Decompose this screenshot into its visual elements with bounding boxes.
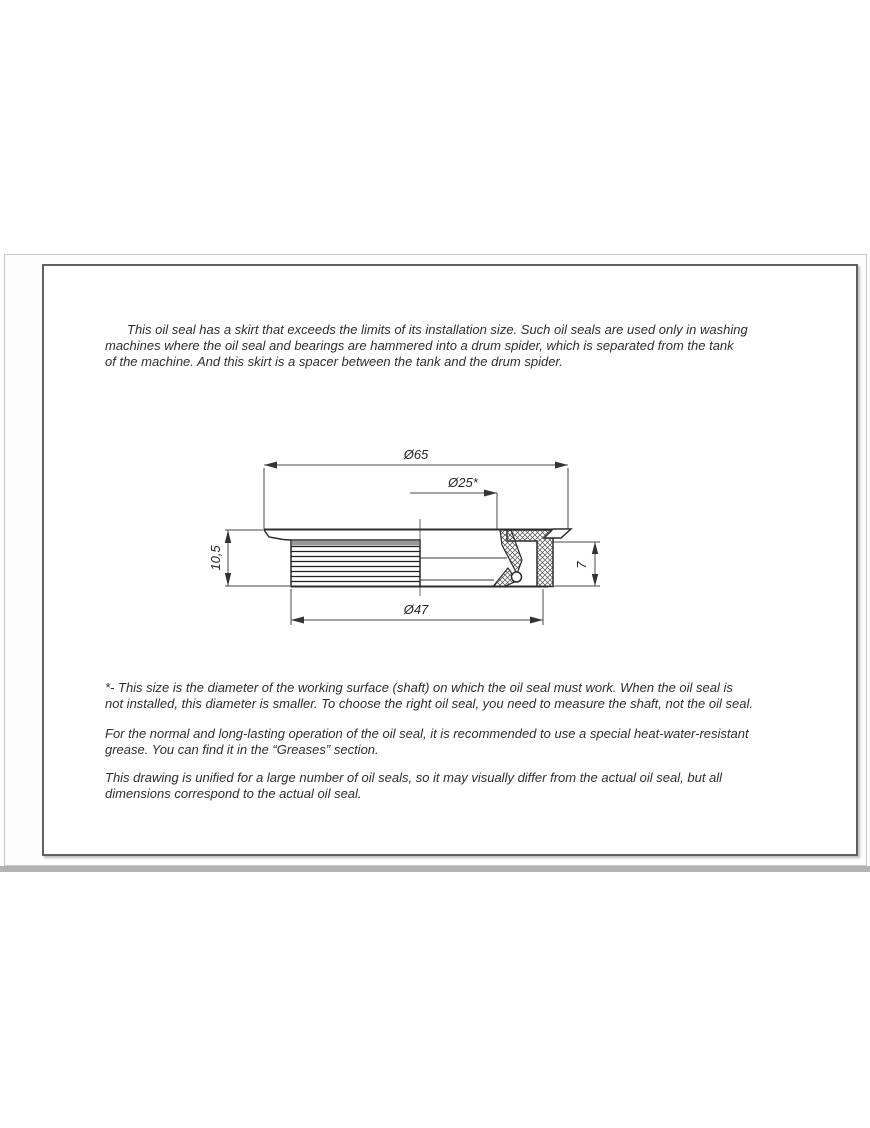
grease-note-line-2: grease. You can find it in the “Greases” section. <box>105 742 379 757</box>
footnote-paragraph <box>105 680 795 712</box>
seal-cross-section <box>264 519 571 596</box>
arrowhead-icon <box>264 462 277 469</box>
arrowhead-icon <box>530 617 543 624</box>
shaft-diameter-label: Ø25* <box>448 475 478 490</box>
dimension-case-diameter <box>291 589 543 625</box>
outer-diameter-label: Ø65 <box>403 447 429 462</box>
skirt-top-band <box>292 541 420 546</box>
footnote-line-2: not installed, this diameter is smaller. To choose the right oil seal, you need to measure the shaft, not the oil seal. <box>105 696 753 711</box>
arrowhead-icon <box>225 573 231 586</box>
arrowhead-icon <box>484 490 497 497</box>
grease-note-paragraph <box>105 726 795 758</box>
disclaimer-line-2: dimensions correspond to the actual oil seal. <box>105 786 362 801</box>
intro-paragraph <box>105 322 795 370</box>
arrowhead-icon <box>225 530 231 543</box>
intro-line-1: This oil seal has a skirt that exceeds the limits of its installation size. Such oil seals are used only in washing <box>127 322 748 337</box>
seal-height-label: 7 <box>574 561 589 569</box>
arrowhead-icon <box>555 462 568 469</box>
intro-line-3: of the machine. And this skirt is a spacer between the tank and the drum spider. <box>105 354 563 369</box>
disclaimer-line-1: This drawing is unified for a large number of oil seals, so it may visually differ from the actual oil seal, but all <box>105 770 723 785</box>
arrowhead-icon <box>592 574 598 586</box>
frame-bottom-shadow <box>0 866 870 872</box>
dimension-outer-diameter <box>264 447 568 530</box>
case-diameter-label: Ø47 <box>403 602 429 617</box>
intro-line-2: machines where the oil seal and bearings are hammered into a drum spider, which is separated from the tank <box>105 338 734 353</box>
dimension-shaft-diameter <box>410 475 497 529</box>
arrowhead-icon <box>291 617 304 624</box>
dimension-seal-height <box>551 542 600 586</box>
footnote-line-1: *- This size is the diameter of the working surface (shaft) on which the oil seal must work. When the oil seal is <box>105 680 733 695</box>
skirt-height-label: 10,5 <box>208 545 223 571</box>
left-chamfer <box>264 530 291 540</box>
garter-spring <box>512 572 522 582</box>
oil-seal-technical-drawing <box>205 440 615 635</box>
arrowhead-icon <box>592 542 598 554</box>
grease-note-line-1: For the normal and long-lasting operation of the oil seal, it is recommended to use a special heat-water-resistant <box>105 726 749 741</box>
disclaimer-paragraph <box>105 770 795 802</box>
